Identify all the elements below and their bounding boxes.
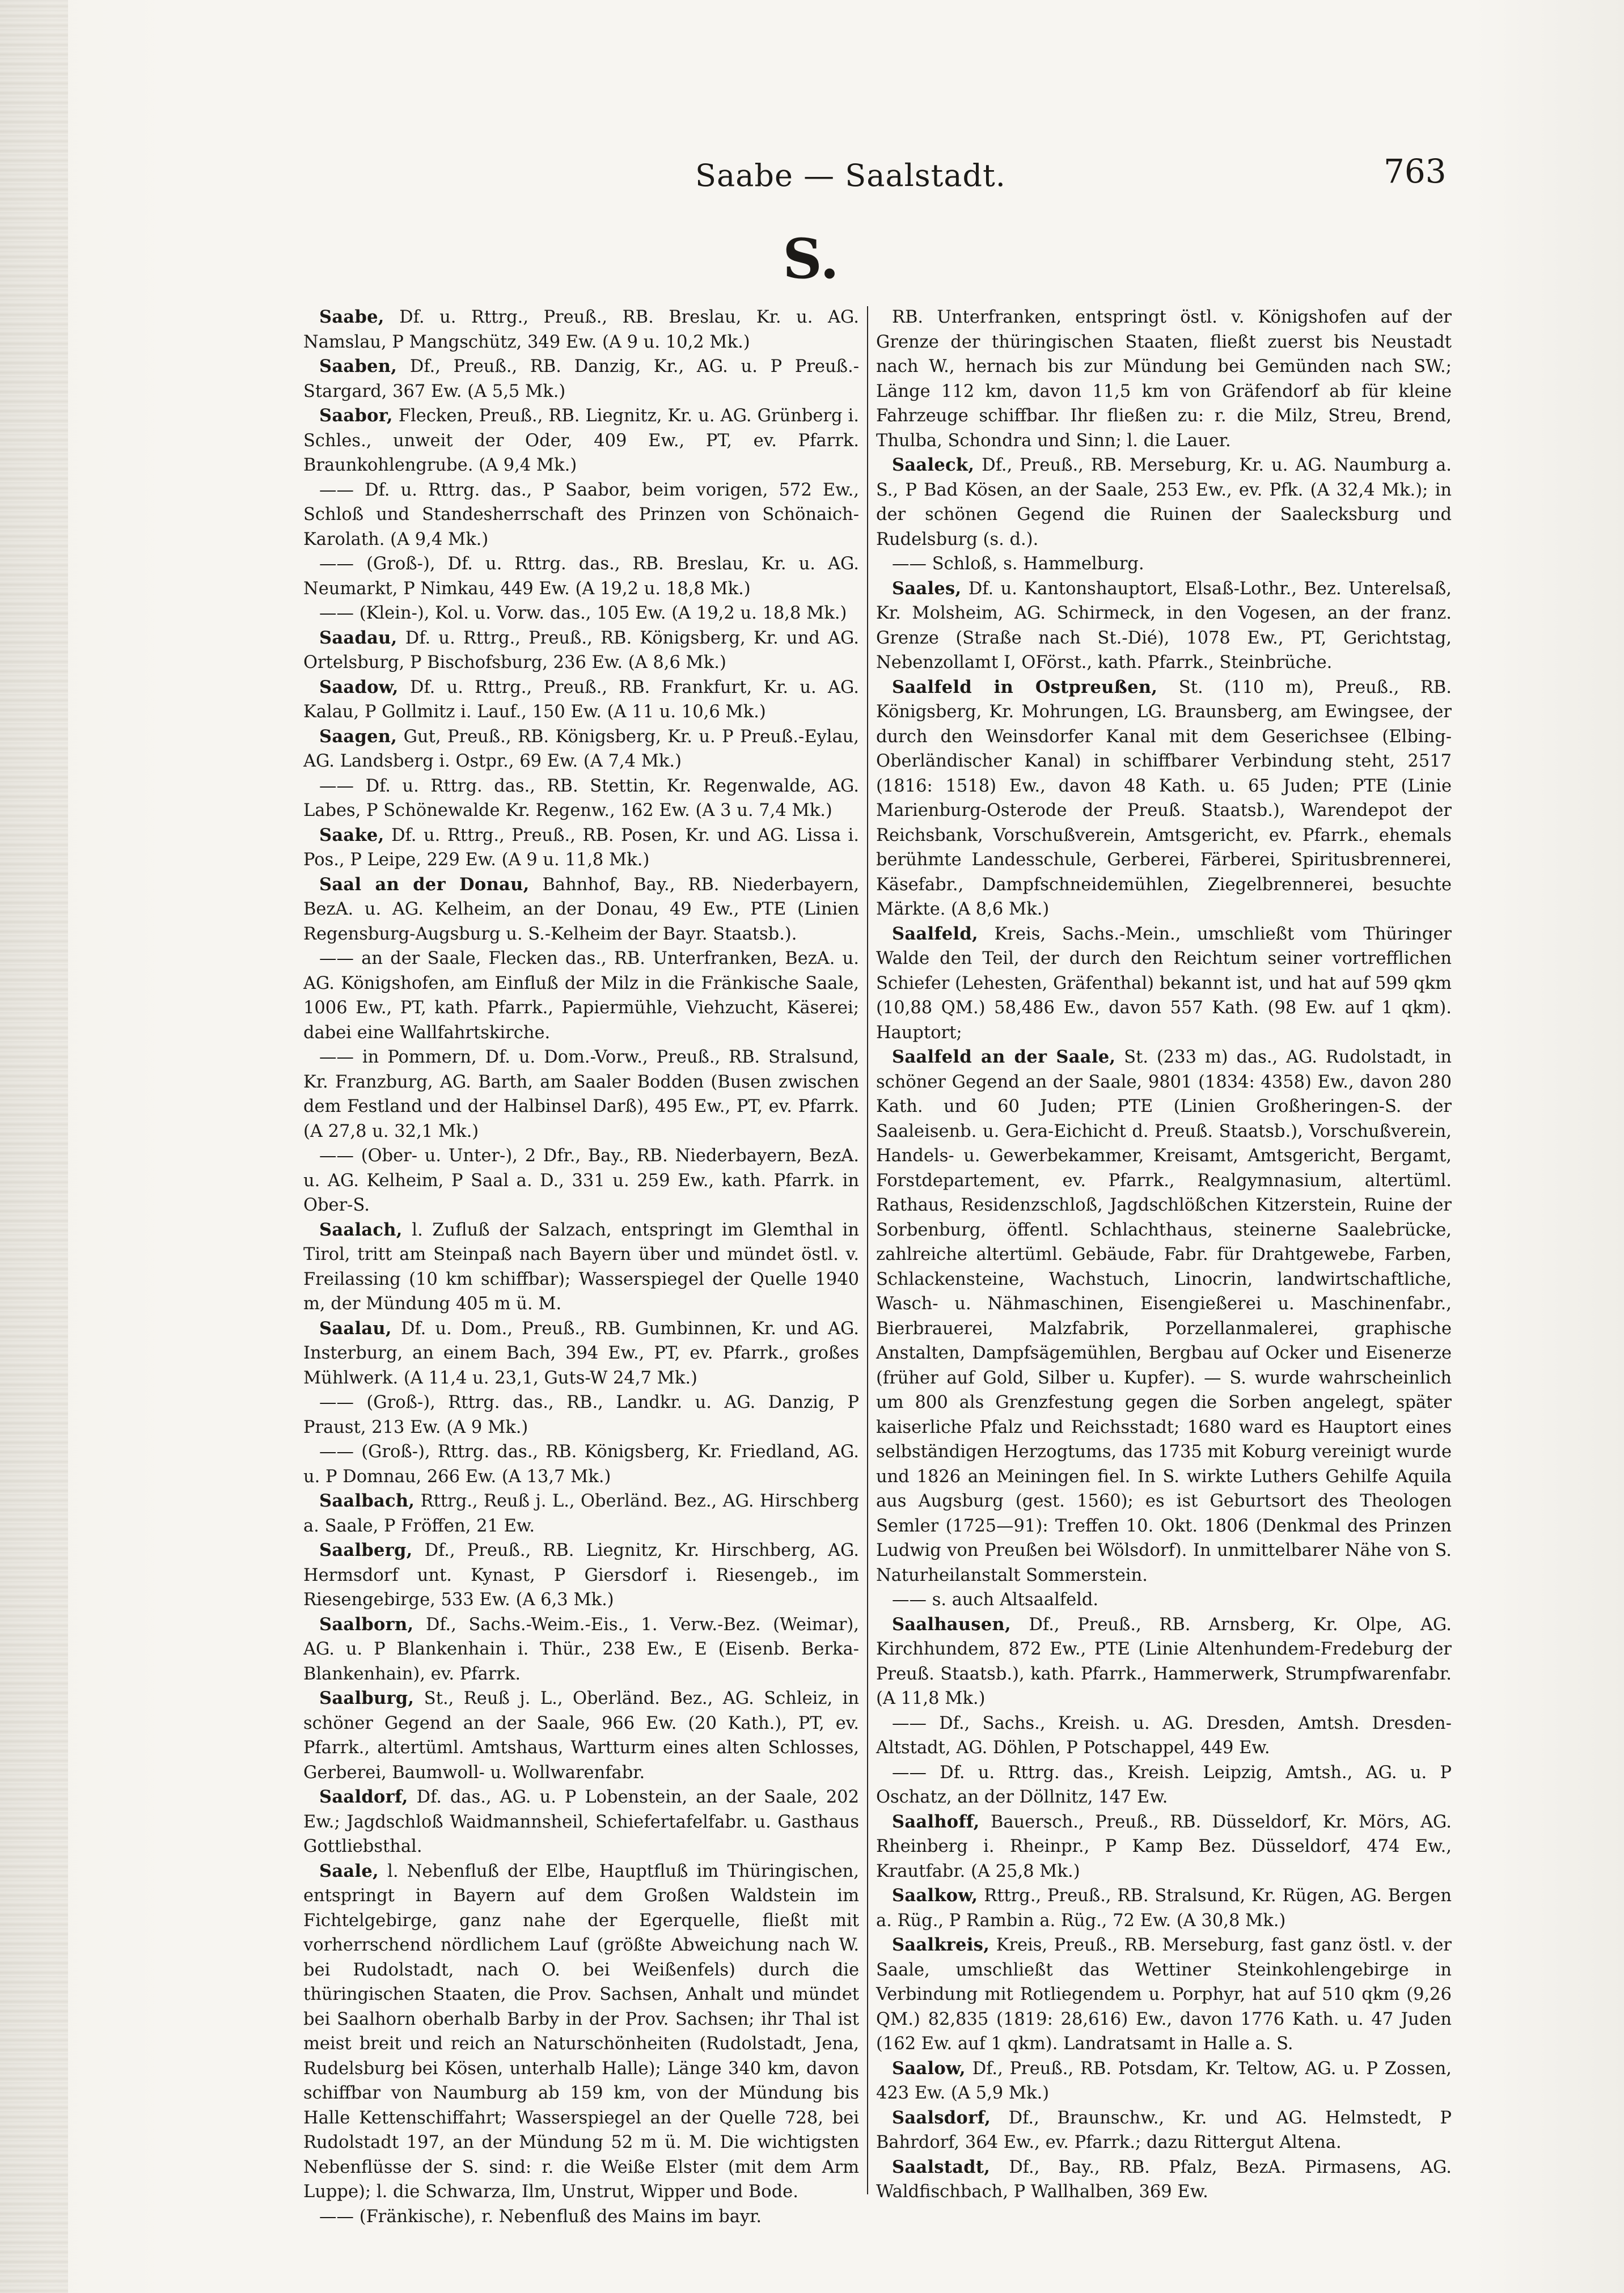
dictionary-entry (876, 1933, 1452, 2057)
entry-text: Df., Braunschw., Kr. und AG. Helmstedt, P Bahrdorf, 364 Ew., ev. Pfarrk.; dazu Rittergut Altena. (876, 2108, 1452, 2152)
dictionary-entry (876, 675, 1452, 922)
entry-text: Df. u. Rttrg., Preuß., RB. Frankfurt, Kr. u. AG. Kalau, P Gollmitz i. Lauf., 150 Ew. (A 11 u. 10,6 Mk.) (303, 677, 859, 722)
entry-text: —— (Groß-), Rttrg. das., RB. Königsberg, Kr. Friedland, AG. u. P Domnau, 266 Ew. (A 13,7 Mk.) (303, 1442, 859, 1487)
entry-headword: Saalow, (892, 2058, 966, 2079)
dictionary-entry (303, 1317, 859, 1391)
dictionary-entry (876, 1045, 1452, 1588)
entry-text: Rttrg., Preuß., RB. Stralsund, Kr. Rügen, AG. Bergen a. Rüg., P Rambin a. Rüg., 72 Ew. (A 30,8 Mk.) (876, 1886, 1452, 1931)
dictionary-entry (876, 577, 1452, 675)
entry-headword: Saalborn, (319, 1614, 414, 1635)
entry-text: —— Df. u. Rttrg. das., Kreish. Leipzig, Amtsh., AG. u. P Oschatz, an der Döllnitz, 147 Ew. (876, 1762, 1452, 1807)
section-letter: S. (783, 227, 839, 291)
dictionary-entry (876, 305, 1452, 453)
dictionary-entry (876, 1588, 1452, 1613)
dictionary-entry (303, 1390, 859, 1440)
entry-headword: Saabe, (319, 307, 384, 327)
entry-headword: Saale, (319, 1860, 379, 1881)
dictionary-entry (876, 453, 1452, 552)
entry-headword: Saal an der Donau, (319, 874, 530, 895)
entry-headword: Saalhausen, (892, 1614, 1011, 1635)
entry-text: St. (233 m) das., AG. Rudolstadt, in schöner Gegend an der Saale, 9801 (1834: 4358) Ew., davon 280 Kath. und 60 Juden; PTE (Linien Großheringen-S. der Saaleisenb. u. Gera-Eichicht d. Preuß. Staatsb.), Vorschußverein, Handels- u. Gewerbekammer, Kreisamt, Amtsgericht, Bergamt, Forstdepartement, ev. Pfarrk., Realgymnasium, altertüml. Rathaus, Residenzschloß, Jagdschlößchen Kitzerstein, Ruine der Sorbenburg, öffentl. Schlachthaus, steinerne Saalebrücke, zahlreiche altertüml. Gebäude, Fabr. für Drahtgewebe, Farben, Schlackensteine, Wachstuch, Linocrin, landwirtschaftliche, Wasch- u. Nähmaschinen, Eisengießerei u. Maschinenfabr., Bierbrauerei, Malzfabrik, Porzellanmalerei, graphische Anstalten, Dampfsägemühlen, Bergbau auf Ocker und Eisenerze (früher auf Gold, Silber u. Kupfer). — S. wurde wahrscheinlich um 800 als Grenzfestung gegen die Sorben angelegt, später kaiserliche Pfalz und Reichsstadt; 1680 ward es Hauptort eines selbständigen Herzogtums, das 1735 mit Koburg vereinigt wurde und 1826 an Meiningen fiel. In S. wirkte Luthers Gehilfe Aquila aus Augsburg (gest. 1560); es ist Geburtsort des Theologen Semler (1725—91): Treffen 10. Okt. 1806 (Denkmal des Prinzen Ludwig von Preußen bei Wölsdorf). In unmittelbarer Nähe von S. Naturheilanstalt Sommerstein. (876, 1047, 1452, 1585)
entry-headword: Saalstadt, (892, 2156, 991, 2177)
entry-text: Df. u. Rttrg., Preuß., RB. Breslau, Kr. u. AG. Namslau, P Mangschütz, 349 Ew. (A 9 u. 10,2 Mk.) (303, 307, 859, 352)
entry-text: —— Schloß, s. Hammelburg. (892, 554, 1144, 574)
entry-text: —— (Groß-), Rttrg. das., RB., Landkr. u. AG. Danzig, P Praust, 213 Ew. (A 9 Mk.) (303, 1393, 859, 1437)
dictionary-entry (876, 922, 1452, 1046)
entry-text: St. (110 m), Preuß., RB. Königsberg, Kr. Mohrungen, LG. Braunsberg, am Ewingsee, der durch den Weinsdorfer Kanal mit dem Geserichsee (Elbing-Oberländischer Kanal) in schiffbarer Verbindung steht, 2517 (1816: 1518) Ew., davon 48 Kath. u. 65 Juden; PTE (Linie Marienburg-Osterode der Preuß. Staatsb.), Warendepot der Reichsbank, Vorschußverein, Amtsgericht, ev. Pfarrk., ehemals berühmte Landesschule, Gerberei, Färberei, Spiritusbrennerei, Käsefabr., Dampfschneidemühlen, Ziegelbrennerei, besuchte Märkte. (A 8,6 Mk.) (876, 677, 1452, 919)
entry-text: St., Reuß j. L., Oberländ. Bez., AG. Schleiz, in schöner Gegend an der Saale, 966 Ew. (20 Kath.), PT, ev. Pfarrk., altertüml. Amtshaus, Wartturm eines alten Schlosses, Gerberei, Baumwoll- u. Wollwarenfabr. (303, 1689, 859, 1783)
dictionary-entry (876, 2106, 1452, 2155)
entry-text: l. Zufluß der Salzach, entspringt im Glemthal in Tirol, tritt am Steinpaß nach Bayern über und mündet östl. v. Freilassing (10 km schiffbar); Wasserspiegel der Quelle 1940 m, der Mündung 405 m ü. M. (303, 1220, 859, 1314)
dictionary-entry (303, 1686, 859, 1785)
entry-text: Df., Preuß., RB. Arnsberg, Kr. Olpe, AG. Kirchhundem, 872 Ew., PTE (Linie Altenhundem-Fredeburg der Preuß. Staatsb.), kath. Pfarrk., Hammerwerk, Strumpfwarenfabr. (A 11,8 Mk.) (876, 1614, 1452, 1708)
entry-text: Df., Sachs.-Weim.-Eis., 1. Verw.-Bez. (Weimar), AG. u. P Blankenhain i. Thür., 238 Ew., E (Eisenb. Berka-Blankenhain), ev. Pfarrk. (303, 1614, 859, 1684)
dictionary-entry (876, 1711, 1452, 1761)
entry-text: Bahnhof, Bay., RB. Niederbayern, BezA. u. AG. Kelheim, an der Donau, 49 Ew., PTE (Linien Regensburg-Augsburg u. S.-Kelheim der Bayr. Staatsb.). (303, 874, 860, 944)
dictionary-entry (303, 1489, 859, 1538)
entry-text: Df. u. Rttrg., Preuß., RB. Königsberg, Kr. und AG. Ortelsburg, P Bischofsburg, 236 Ew. (A 8,6 Mk.) (303, 628, 859, 672)
dictionary-entry (876, 1884, 1452, 1933)
entry-headword: Saaldorf, (319, 1787, 408, 1807)
entry-headword: Saalbach, (319, 1491, 415, 1511)
entry-text: —— (Fränkische), r. Nebenfluß des Mains im bayr. (319, 2206, 762, 2227)
dictionary-entry (303, 1144, 859, 1218)
entry-text: —— (Groß-), Df. u. Rttrg. das., RB. Breslau, Kr. u. AG. Neumarkt, P Nimkau, 449 Ew. (A 19,2 u. 18,8 Mk.) (303, 554, 859, 599)
entry-headword: Saalkreis, (892, 1935, 990, 1955)
entry-headword: Saalkow, (892, 1885, 978, 1906)
entry-headword: Saagen, (319, 726, 397, 747)
running-head: Saabe — Saalstadt. (695, 158, 1006, 193)
scan-edge (0, 0, 68, 2293)
entry-text: Df., Preuß., RB. Merseburg, Kr. u. AG. Naumburg a. S., P Bad Kösen, an der Saale, 253 Ew., ev. Pfk. (A 32,4 Mk.); in der schönen Gegend die Ruinen der Saalecksburg und Rudelsburg (s. d.). (876, 455, 1452, 549)
entry-text: —— Df. u. Rttrg. das., RB. Stettin, Kr. Regenwalde, AG. Labes, P Schönewalde Kr. Regenw., 162 Ew. (A 3 u. 7,4 Mk.) (303, 776, 859, 820)
entry-headword: Saalau, (319, 1318, 392, 1339)
entry-headword: Saalsdorf, (892, 2107, 991, 2128)
dictionary-entry (303, 1859, 859, 2205)
entry-text: Df. das., AG. u. P Lobenstein, an der Saale, 202 Ew.; Jagdschloß Waidmannsheil, Schiefertafelfabr. u. Gasthaus Gottliebsthal. (303, 1787, 859, 1856)
entry-headword: Saalfeld an der Saale, (892, 1047, 1116, 1067)
dictionary-entry (303, 873, 859, 947)
dictionary-entry (303, 1613, 859, 1687)
dictionary-entry (303, 823, 859, 873)
entry-text: Kreis, Sachs.-Mein., umschließt vom Thüringer Walde den Teil, der durch den Reichtum seiner vortrefflichen Schiefer (Lehesten, Gräfenthal) bekannt ist, und hat auf 599 qkm (10,88 QM.) 58,486 Ew., davon 557 Kath. (98 Ew. auf 1 qkm). Hauptort; (876, 924, 1452, 1043)
dictionary-entry (303, 675, 859, 725)
entry-headword: Saaben, (319, 356, 397, 376)
dictionary-entry (303, 946, 859, 1045)
dictionary-entry (303, 1785, 859, 1859)
entry-headword: Saalfeld in Ostpreußen, (892, 676, 1158, 697)
entry-text: Df., Preuß., RB. Danzig, Kr., AG. u. P Preuß.-Stargard, 367 Ew. (A 5,5 Mk.) (303, 357, 859, 401)
entry-text: Gut, Preuß., RB. Königsberg, Kr. u. P Preuß.-Eylau, AG. Landsberg i. Ostpr., 69 Ew. (A 7,4 Mk.) (303, 726, 859, 771)
dictionary-entry (303, 552, 859, 601)
entry-text: —— s. auch Altsaalfeld. (892, 1590, 1099, 1610)
dictionary-entry (876, 1810, 1452, 1884)
dictionary-entry (876, 1761, 1452, 1810)
dictionary-entry (303, 2205, 859, 2229)
entry-text: Df. u. Kantonshauptort, Elsaß-Lothr., Bez. Unterelsaß, Kr. Molsheim, AG. Schirmeck, in den Vogesen, an der franz. Grenze (Straße nach St.-Dié), 1078 Ew., PT, Gerichtstag, Nebenzollamt I, OFörst., kath. Pfarrk., Steinbrüche. (876, 578, 1452, 672)
entry-text: Bauersch., Preuß., RB. Düsseldorf, Kr. Mörs, AG. Rheinberg i. Rheinpr., P Kamp Bez. Düsseldorf, 474 Ew., Krautfabr. (A 25,8 Mk.) (876, 1812, 1452, 1881)
entry-text: —— Df. u. Rttrg. das., P Saabor, beim vorigen, 572 Ew., Schloß und Standesherrschaft des Prinzen von Schönaich-Karolath. (A 9,4 Mk.) (303, 480, 859, 549)
entry-headword: Saalfeld, (892, 923, 978, 944)
dictionary-entry (303, 1440, 859, 1489)
dictionary-entry (303, 1538, 859, 1613)
entry-text: RB. Unterfranken, entspringt östl. v. Königshofen auf der Grenze der thüringischen Staaten, fließt zuerst bis Neustadt nach W., hernach bis zur Mündung bei Gemünden nach SW.; Länge 112 km, davon 11,5 km von Gräfendorf ab für kleine Fahrzeuge schiffbar. Ihr fließen zu: r. die Milz, Streu, Brend, Thulba, Schondra und Sinn; l. die Lauer. (876, 307, 1452, 451)
entry-text: Df., Preuß., RB. Potsdam, Kr. Teltow, AG. u. P Zossen, 423 Ew. (A 5,9 Mk.) (876, 2058, 1452, 2103)
column-divider (867, 306, 868, 2194)
dictionary-entry (303, 774, 859, 823)
left-column (303, 305, 860, 2227)
dictionary-entry (303, 478, 859, 552)
dictionary-entry (876, 552, 1452, 577)
entry-headword: Saalhoff, (892, 1811, 980, 1832)
dictionary-entry (303, 354, 859, 404)
dictionary-entry (303, 404, 859, 478)
entry-text: Df., Bay., RB. Pfalz, BezA. Pirmasens, AG. Waldfischbach, P Wallhalben, 369 Ew. (876, 2157, 1452, 2202)
entry-headword: Saadow, (319, 676, 399, 697)
entry-text: —— in Pommern, Df. u. Dom.-Vorw., Preuß., RB. Stralsund, Kr. Franzburg, AG. Barth, am Saaler Bodden (Busen zwischen dem Festland und der Halbinsel Darß), 495 Ew., PT, ev. Pfarrk. (A 27,8 u. 32,1 Mk.) (303, 1047, 859, 1141)
entry-text: Rttrg., Reuß j. L., Oberländ. Bez., AG. Hirschberg a. Saale, P Fröffen, 21 Ew. (303, 1491, 859, 1536)
entry-text: Df., Preuß., RB. Liegnitz, Kr. Hirschberg, AG. Hermsdorf unt. Kynast, P Giersdorf i. Riesengeb., im Riesengebirge, 533 Ew. (A 6,3 Mk.) (303, 1541, 859, 1610)
entry-text: l. Nebenfluß der Elbe, Hauptfluß im Thüringischen, entspringt in Bayern auf dem Großen Waldstein im Fichtelgebirge, ganz nahe der Egerquelle, fließt mit vorherrschend nördlichem Lauf (größte Abweichung nach W. bei Rudolstadt, nach O. bei Weißenfels) durch die thüringischen Staaten, die Prov. Sachsen, Anhalt und mündet bei Saalhorn oberhalb Barby in der Prov. Sachsen; ihr Thal ist meist breit und reich an Naturschönheiten (Rudolstadt, Jena, Rudelsburg bei Kösen, unterhalb Halle); Länge 340 km, davon schiffbar von Naumburg ab 159 km, von der Mündung bis Halle Kettenschiffahrt; Wasserspiegel an der Quelle 728, bei Rudolstadt 197, an der Mündung 52 m ü. M. Die wichtigsten Nebenflüsse der S. sind: r. die Weiße Elster (mit dem Arm Luppe); l. die Schwarza, Ilm, Unstrut, Wipper und Bode. (303, 1861, 859, 2202)
entry-text: —— an der Saale, Flecken das., RB. Unterfranken, BezA. u. AG. Königshofen, am Einfluß der Milz in die Fränkische Saale, 1006 Ew., PT, kath. Pfarrk., Papiermühle, Viehzucht, Käserei; dabei eine Wallfahrtskirche. (303, 949, 859, 1043)
dictionary-entry (303, 601, 859, 626)
dictionary-entry (303, 305, 859, 354)
entry-text: Df. u. Dom., Preuß., RB. Gumbinnen, Kr. und AG. Insterburg, an einem Bach, 394 Ew., PT, ev. Pfarrk., großes Mühlwerk. (A 11,4 u. 23,1, Guts-W 24,7 Mk.) (303, 1318, 859, 1388)
entry-headword: Saalberg, (319, 1540, 413, 1560)
dictionary-entry (303, 1045, 859, 1144)
entry-text: Df. u. Rttrg., Preuß., RB. Posen, Kr. und AG. Lissa i. Pos., P Leipe, 229 Ew. (A 9 u. 11,8 Mk.) (303, 825, 859, 870)
dictionary-entry (876, 1613, 1452, 1711)
entry-headword: Saales, (892, 578, 962, 599)
dictionary-entry (876, 2155, 1452, 2205)
entry-headword: Saabor, (319, 405, 393, 426)
entry-headword: Saalach, (319, 1219, 403, 1240)
entry-text: —— (Klein-), Kol. u. Vorw. das., 105 Ew. (A 19,2 u. 18,8 Mk.) (319, 603, 847, 623)
entry-text: Flecken, Preuß., RB. Liegnitz, Kr. u. AG. Grünberg i. Schles., unweit der Oder, 409 Ew., PT, ev. Pfarrk. Braunkohlengrube. (A 9,4 Mk.) (303, 406, 859, 475)
entry-text: —— (Ober- u. Unter-), 2 Dfr., Bay., RB. Niederbayern, BezA. u. AG. Kelheim, P Saal a. D., 331 u. 259 Ew., kath. Pfarrk. in Ober-S. (303, 1146, 859, 1215)
right-column (876, 305, 1452, 2202)
dictionary-entry (303, 725, 859, 774)
dictionary-entry (303, 1218, 859, 1317)
entry-text: Kreis, Preuß., RB. Merseburg, fast ganz östl. v. der Saale, umschließt das Wettiner Steinkohlengebirge in Verbindung mit Rotliegendem u. Porphyr, hat auf 510 qkm (9,26 QM.) 82,835 (1819: 28,616) Ew., davon 1776 Kath. u. 47 Juden (162 Ew. auf 1 qkm). Landratsamt in Halle a. S. (876, 1935, 1452, 2054)
entry-headword: Saalburg, (319, 1688, 415, 1708)
dictionary-entry (876, 2057, 1452, 2106)
entry-headword: Saake, (319, 824, 384, 845)
dictionary-entry (303, 626, 859, 675)
entry-text: —— Df., Sachs., Kreish. u. AG. Dresden, Amtsh. Dresden-Altstadt, AG. Döhlen, P Potschappel, 449 Ew. (876, 1713, 1452, 1758)
page-number: 763 (1384, 152, 1447, 191)
entry-headword: Saadau, (319, 627, 397, 648)
entry-headword: Saaleck, (892, 455, 975, 475)
